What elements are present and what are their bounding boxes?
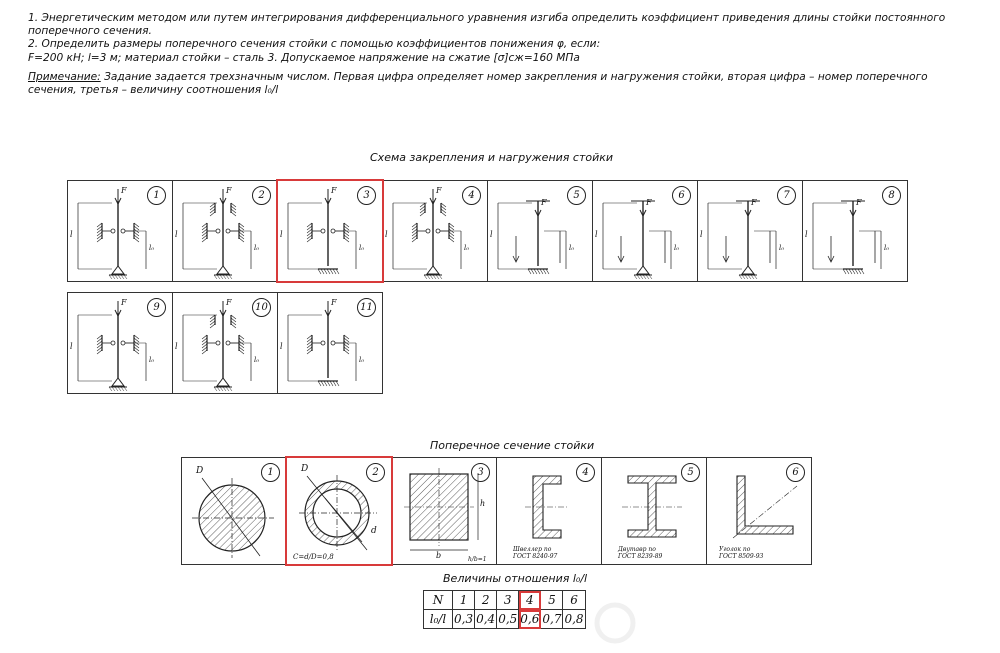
scheme-cell-4[interactable] [382,180,488,282]
scheme-cell-3[interactable] [277,180,383,282]
scheme-cell-5[interactable] [487,180,593,282]
task-item-2: 2. Определить размеры поперечного сечения стойки с помощью коэффициентов понижения φ, если: [28,38,601,51]
ratio-title: Величины отношения l₀/l [443,572,588,585]
ratio-value: 0,3 [453,610,475,629]
force-label: F [121,186,127,195]
scheme-number: 1 [147,186,166,205]
scheme-cell-9[interactable] [67,292,173,394]
scheme-row-1 [67,180,907,282]
gost-note-line2: ГОСТ 8509-93 [719,553,764,560]
section-number: 3 [471,463,490,482]
scheme-row-2 [67,292,382,394]
ratio-row-label: l₀/l [424,610,453,629]
scheme-number: 11 [357,298,376,317]
ratio-value: 0,7 [541,610,563,629]
ratio-n-selected: 4 [519,591,541,610]
gost-note-line2: ГОСТ 8240-97 [513,553,558,560]
scheme-number: 10 [252,298,271,317]
force-label: F [226,298,232,307]
ratio-note: C=d/D=0,8 [293,553,334,561]
ratio-n: 1 [453,591,475,610]
length-label: l [175,342,178,351]
scheme-number: 9 [147,298,166,317]
sub-length-label: l₀ [149,244,155,252]
force-label: F [646,198,652,207]
ratio-header-label: N [424,591,453,610]
section-title: Поперечное сечение стойки [430,439,595,452]
ratio-table [423,590,586,629]
force-label: F [436,186,442,195]
section-cell-4[interactable] [496,457,602,565]
task-item-2-values: F=200 кН; l=3 м; материал стойки – сталь 3. Допускаемое напряжение на сжатие [σ]сж=160 МПа [28,51,580,64]
ratio-value: 0,8 [563,610,585,629]
ratio-n: 5 [541,591,563,610]
scheme-cell-2[interactable] [172,180,278,282]
length-label: l [175,230,178,239]
length-label: l [805,230,808,239]
length-label: l [385,230,388,239]
sub-length-label: l₀ [359,356,365,364]
force-label: F [541,198,547,207]
length-label: l [595,230,598,239]
gost-note-line1: Двутавр по [618,546,656,553]
section-cell-6[interactable] [706,457,812,565]
scheme-cell-7[interactable] [697,180,803,282]
scheme-cell-6[interactable] [592,180,698,282]
section-cell-3[interactable] [391,457,497,565]
scheme-number: 5 [567,186,586,205]
gost-note-line2: ГОСТ 8239-89 [618,553,663,560]
scheme-cell-1[interactable] [67,180,173,282]
force-label: F [121,298,127,307]
sub-length-label: l₀ [569,244,575,252]
task-item-1: 1. Энергетическим методом или путем интегрирования дифференциального уравнения изгиба определить коэффициент приведения длины стойки постоянного поперечного сечения. [28,12,946,38]
scheme-title: Схема закрепления и нагружения стойки [370,151,614,164]
force-label: F [331,186,337,195]
task-text [28,12,978,97]
sub-length-label: l₀ [464,244,470,252]
scheme-cell-8[interactable] [802,180,908,282]
section-number: 5 [681,463,700,482]
watermark-logo-icon [590,598,640,648]
ratio-n: 2 [475,591,497,610]
force-label: F [226,186,232,195]
scheme-cell-11[interactable] [277,292,383,394]
width-label: b [436,551,442,560]
sub-length-label: l₀ [149,356,155,364]
task-note [28,71,978,97]
force-label: F [856,198,862,207]
section-cell-2[interactable] [286,457,392,565]
ratio-value-row [424,610,586,629]
scheme-number: 8 [882,186,901,205]
section-row [181,457,811,565]
gost-note-line1: Швеллер по [513,546,552,553]
diameter-label: D [196,466,204,476]
sub-length-label: l₀ [884,244,890,252]
scheme-number: 7 [777,186,796,205]
length-label: l [70,230,73,239]
sub-length-label: l₀ [359,244,365,252]
section-cell-5[interactable] [601,457,707,565]
scheme-cell-10[interactable] [172,292,278,394]
scheme-number: 3 [357,186,376,205]
gost-note-line1: Уголок по [719,546,751,553]
length-label: l [490,230,493,239]
section-number: 6 [786,463,805,482]
ratio-value: 0,4 [475,610,497,629]
section-cell-1[interactable] [181,457,287,565]
section-number: 2 [366,463,385,482]
ratio-note: h/b=1 [468,556,487,563]
sub-length-label: l₀ [779,244,785,252]
section-number: 1 [261,463,280,482]
length-label: l [280,342,283,351]
sub-length-label: l₀ [254,356,260,364]
scheme-number: 2 [252,186,271,205]
ratio-header-row [424,591,586,610]
ratio-value-selected: 0,6 [519,610,541,629]
force-label: F [751,198,757,207]
note-label: Примечание: [28,70,101,83]
sub-length-label: l₀ [674,244,680,252]
inner-diameter-label: d [371,526,377,536]
force-label: F [331,298,337,307]
outer-diameter-label: D [301,464,309,474]
height-label: h [480,499,486,508]
length-label: l [280,230,283,239]
scheme-number: 6 [672,186,691,205]
scheme-number: 4 [462,186,481,205]
length-label: l [700,230,703,239]
sub-length-label: l₀ [254,244,260,252]
ratio-n: 6 [563,591,585,610]
length-label: l [70,342,73,351]
note-text: Задание задается трехзначным числом. Первая цифра определяет номер закрепления и нагружения стойки, вторая цифра – номер поперечного сечения, третья – величину соотношения l₀/l [28,70,928,97]
section-number: 4 [576,463,595,482]
ratio-value: 0,5 [497,610,519,629]
ratio-n: 3 [497,591,519,610]
